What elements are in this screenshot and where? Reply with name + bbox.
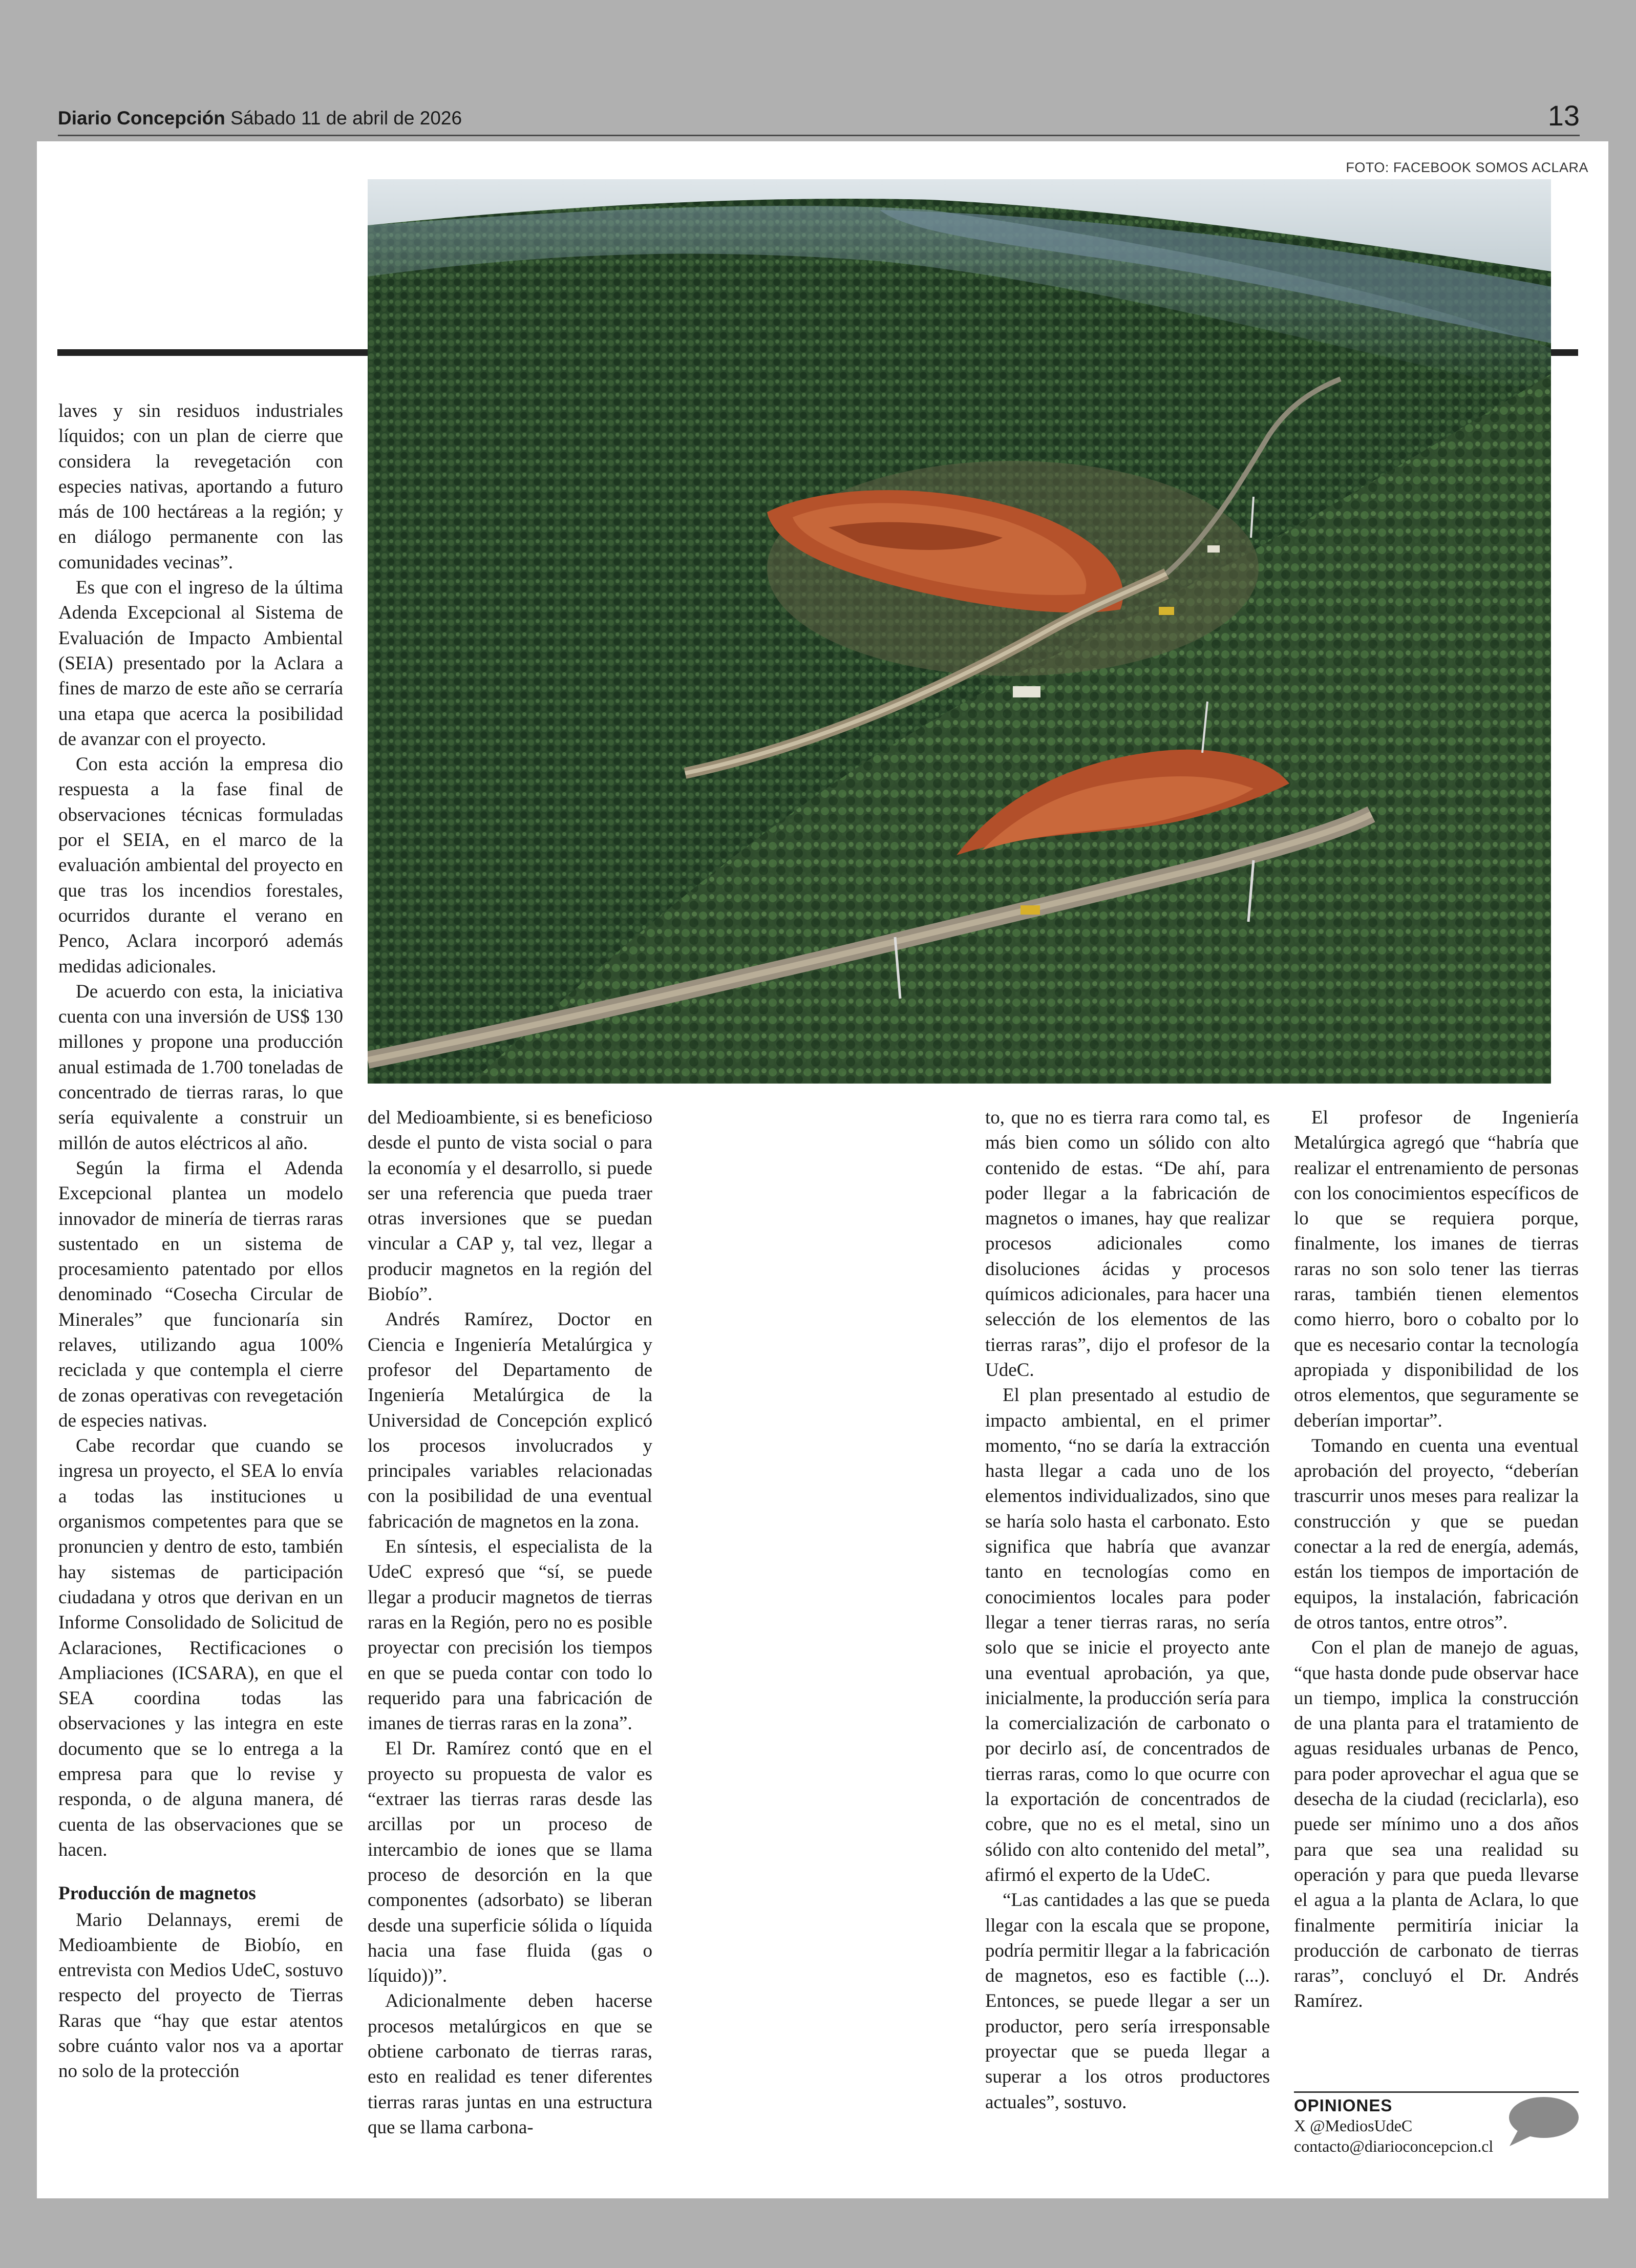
paragraph: Tomando en cuenta una eventual aprobación del proyecto, “deberían trascurrir unos meses para realizar la construcción y que se puedan conectar a la red de energía, además, están los tiempos de importación de equipos, la instalación, fabricación de otros tantos, entre otros”. — [1294, 1435, 1579, 1633]
paragraph: El plan presentado al estudio de impacto ambiental, en el primer momento, “no se daría la extracción hasta llegar a cada uno de los elementos individualizados, sino que se haría solo hasta el carbonato. Esto significa que habría que avanzar tanto en tecnologías como en conocimientos locales para poder llegar a tener tierras raras, no sería solo que se inicie el proyecto ante una eventual aprobación, ya que, inicialmente, la producción sería para la comercialización de carbonato o por decirlo así, de concentrados de tierras raras, como lo que ocurre con la exportación de concentrados de cobre, que no es el metal, sino un sólido con alto contenido del metal”, afirmó el experto de la UdeC. — [985, 1385, 1270, 1885]
paper-name: Diario Concepción — [58, 108, 225, 129]
newspaper-page — [37, 141, 1608, 2198]
article-photo — [368, 179, 1551, 1084]
paragraph: Adicionalmente deben hacerse procesos metalúrgicos en que se obtiene carbonato de tierras raras, esto en realidad es tener diferentes tierras raras juntas en una estructura que se llama carbona- — [368, 1990, 652, 2138]
paragraph: Mario Delannays, eremi de Medioambiente de Biobío, en entrevista con Medios UdeC, sostuvo respecto del proyecto de Tierras Raras que “hay que estar atentos sobre cuánto valor nos va a aportar no solo de la protección — [58, 1909, 343, 2082]
paragraph: Cabe recordar que cuando se ingresa un proyecto, el SEA lo envía a todas las instituciones u organismos competentes para que se pronuncien y dentro de esto, también hay sistemas de participación ciudadana y otros que derivan en un Informe Consolidado de Solicitud de Aclaraciones, Rectificaciones o Ampliaciones (ICSARA), en que el SEA coordina todas las observaciones y las integra en este documento que se lo entrega a la empresa para que lo revise y responda, o de alguna manera, dé cuenta de las observaciones que se hacen. — [58, 1435, 343, 1860]
header-rule — [58, 135, 1580, 136]
article-column-1 — [58, 398, 343, 2084]
paragraph: En síntesis, el especialista de la UdeC expresó que “sí, se puede llegar a producir magnetos de tierras raras en la Región, pero no es posible proyectar con precisión los tiempos en que se pueda contar con todo lo requerido para una fabricación de imanes de tierras raras en la zona”. — [368, 1536, 652, 1734]
opinions-title: OPINIONES — [1294, 2096, 1393, 2115]
header-dateline — [58, 108, 462, 129]
page-header — [58, 100, 1580, 136]
paragraph: del Medioambiente, si es beneficioso desde el punto de vista social o para la economía y el desarrollo, si puede ser una referencia que pueda traer otras inversiones que se puedan vincular a CAP y, tal vez, llegar a producir magnetos en la región del Biobío”. — [368, 1107, 652, 1305]
paragraph: Andrés Ramírez, Doctor en Ciencia e Ingeniería Metalúrgica y profesor del Departamento de Ingeniería Metalúrgica de la Universidad de Concepción explicó los procesos involucrados y principales variables relacionadas con la posibilidad de una eventual fabricación de magnetos en la zona. — [368, 1309, 652, 1532]
paragraph: laves y sin residuos industriales líquidos; con un plan de cierre que considera la revegetación con especies nativas, aportando a futuro más de 100 hectáreas a la región; y en diálogo permanente con las comunidades vecinas”. — [58, 400, 343, 573]
paragraph: to, que no es tierra rara como tal, es más bien como un sólido con alto contenido de estas. “De ahí, para poder llegar a la fabricación de magnetos o imanes, hay que realizar procesos adicionales como disoluciones ácidas y procesos químicos adicionales, para hacer una selección de los elementos de las tierras raras”, dijo el profesor de la UdeC. — [985, 1107, 1270, 1381]
contact-email[interactable]: contacto@diarioconcepcion.cl — [1294, 2137, 1494, 2155]
paragraph: “Las cantidades a las que se pueda llegar con la escala que se propone, podría permitir llegar a la fabricación de magnetos, eso es factible (...). Entonces, se puede llegar a ser un productor, pero sería irresponsable proyectar que se pueda llegar a superar a los otros productores actuales”, sostuvo. — [985, 1890, 1270, 2113]
article-column-2 — [368, 1105, 652, 2140]
section-rule-right — [1547, 349, 1578, 356]
paragraph: Según la firma el Adenda Excepcional plantea un modelo innovador de minería de tierras raras sustentado en un sistema de procesamiento patentado por ellos denominado “Cosecha Circular de Minerales” que funcionaría sin relaves, utilizando agua 100% reciclada y que contempla el cierre de zonas operativas con revegetación de especies nativas. — [58, 1157, 343, 1431]
subheading: Producción de magnetos — [58, 1883, 256, 1904]
paragraph: Con el plan de manejo de aguas, “que hasta donde pude observar hace un tiempo, implica la construcción de una planta para el tratamiento de aguas residuales urbanas de Penco, para poder aprovechar el agua que se desecha de la ciudad (reciclarla), eso puede ser mínimo uno a dos años para que sea una realidad su operación y para que pueda llevarse el agua a la planta de Aclara, lo que finalmente permitiría iniciar la producción de carbonato de tierras raras”, concluyó el Dr. Andrés Ramírez. — [1294, 1637, 1579, 2012]
aerial-mine-photo — [368, 179, 1551, 1084]
section-rule-left — [57, 349, 370, 356]
social-handle[interactable]: X @MediosUdeC — [1294, 2116, 1413, 2135]
paragraph: El profesor de Ingeniería Metalúrgica agregó que “habría que realizar el entrenamiento de personas con los conocimientos específicos de lo que se requiera porque, finalmente, los imanes de tierras raras no son solo tener las tierras raras, también tienen elementos como hierro, boro o cobalto por lo que es necesario contar la tecnología apropiada y disponibilidad de los otros elementos, que seguramente se deberían importar”. — [1294, 1107, 1579, 1431]
page-number: 13 — [1547, 99, 1580, 132]
paragraph: Con esta acción la empresa dio respuesta a la fase final de observaciones técnicas formuladas por el SEIA, en el marco de la evaluación ambiental del proyecto en que tras los incendios forestales, ocurridos durante el verano en Penco, Aclara incorporó además medidas adicionales. — [58, 754, 343, 977]
paragraph: De acuerdo con esta, la iniciativa cuenta con una inversión de US$ 130 millones y propone una producción anual estimada de 1.700 toneladas de concentrado de tierras raras, lo que sería equivalente a construir un millón de autos eléctricos al año. — [58, 981, 343, 1154]
article-column-3 — [985, 1105, 1270, 2115]
article-column-4 — [1294, 1105, 1579, 2014]
paragraph: Es que con el ingreso de la última Adenda Excepcional al Sistema de Evaluación de Impacto Ambiental (SEIA) presentado por la Aclara a fines de marzo de este año se cerraría una etapa que acerca la posibilidad de avanzar con el proyecto. — [58, 577, 343, 750]
photo-credit: FOTO: FACEBOOK SOMOS ACLARA — [1346, 160, 1588, 175]
issue-date: Sábado 11 de abril de 2026 — [230, 108, 462, 129]
speech-bubble-icon — [1506, 2095, 1579, 2151]
paragraph: El Dr. Ramírez contó que en el proyecto su propuesta de valor es “extraer las tierras raras desde las arcillas por un proceso de intercambio de iones que se llama proceso de desorción en la que componentes (adsorbato) se liberan desde una superficie sólida o líquida hacia una fase fluida (gas o líquido))”. — [368, 1738, 652, 1987]
